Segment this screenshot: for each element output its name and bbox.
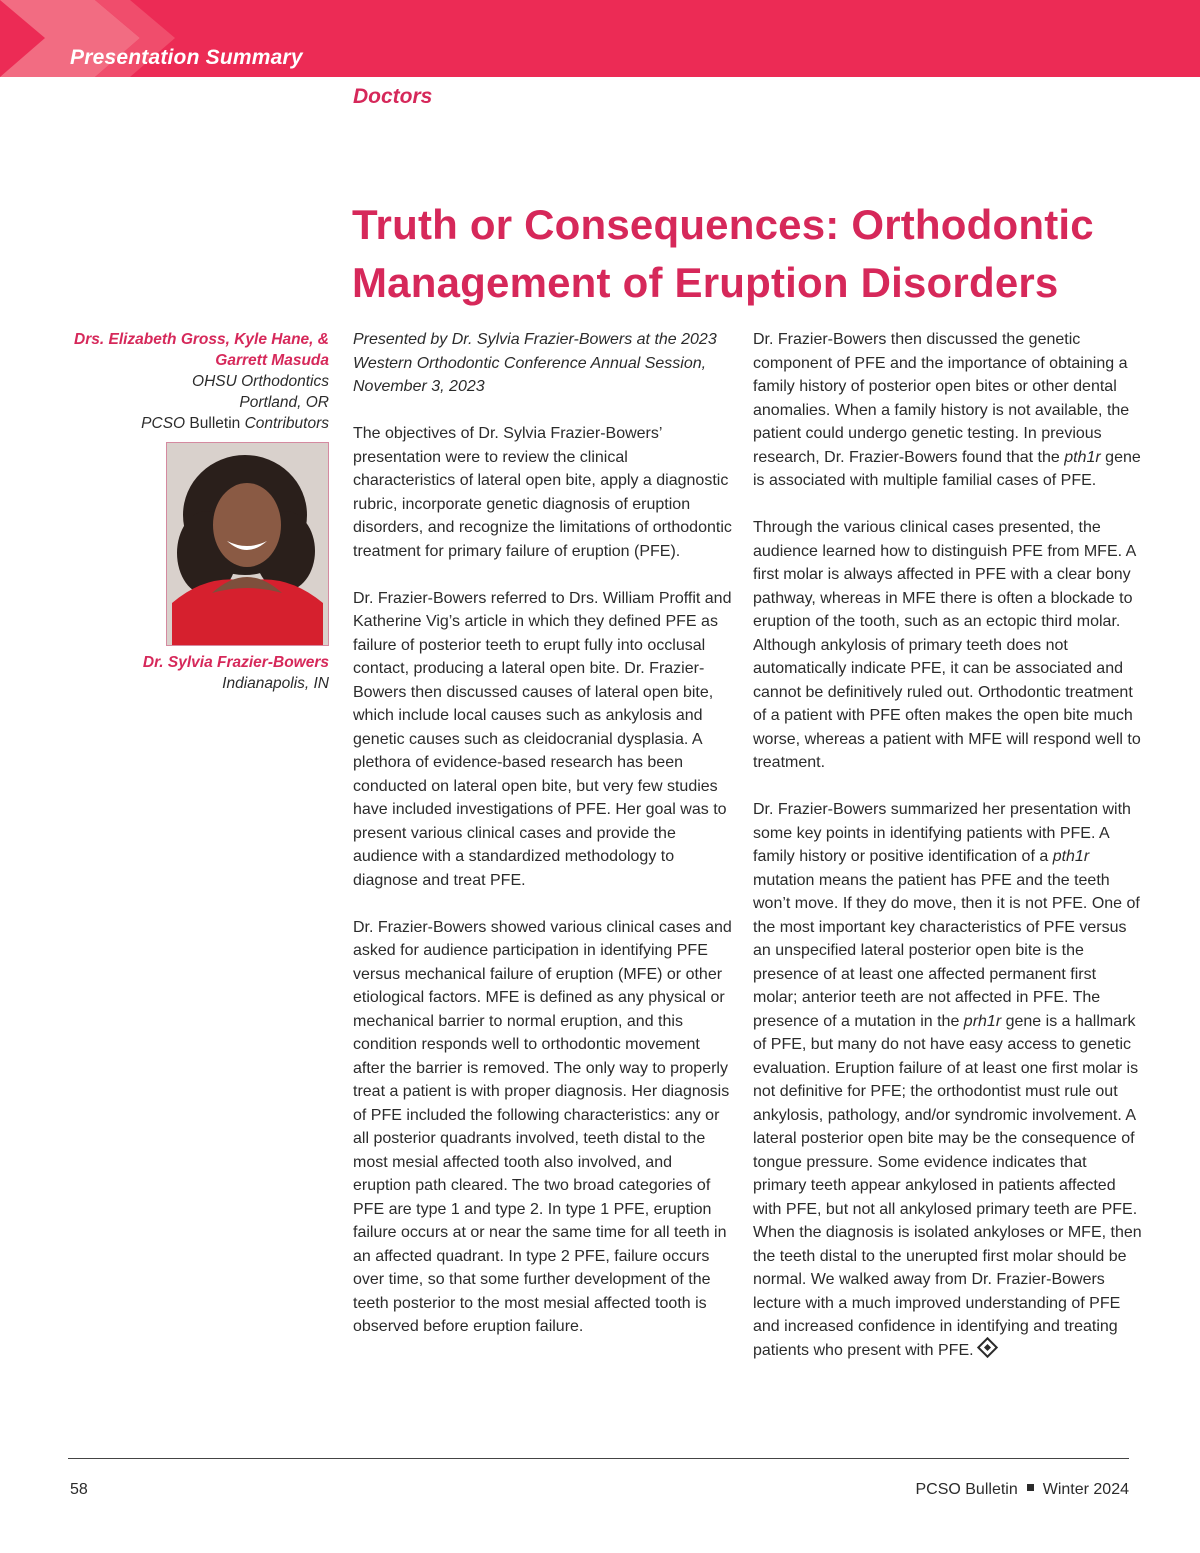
intro-paragraph: Presented by Dr. Sylvia Frazier-Bowers at the 2023 Western Orthodontic Conference Annual Session, November 3, 2023 <box>353 331 717 395</box>
gene-name: prh1r <box>963 1012 1002 1030</box>
presenter-portrait-image <box>167 443 328 645</box>
contrib-mid: Bulletin <box>185 415 245 432</box>
end-mark-icon <box>976 1336 997 1357</box>
contrib-suffix: Contributors <box>244 415 329 432</box>
header-band <box>0 0 1200 77</box>
footer-divider <box>68 1458 1129 1459</box>
text-span: mutation means the patient has PFE and the teeth won’t move. If they do move, then it is not PFE. One of the most important key characteristics of PFE versus an unspecified lateral posterior open bite is the presence of at least one affected permanent first molar; anterior teeth are not affected in PFE. The presence of a mutation in the <box>753 871 1140 1030</box>
contrib-prefix: PCSO <box>141 415 186 432</box>
author-affiliation: OHSU Orthodontics <box>192 373 329 390</box>
article-title: Truth or Consequences: Orthodontic Management of Eruption Disorders <box>352 201 1094 306</box>
author-location: Portland, OR <box>239 394 329 411</box>
authors-line-2: Garrett Masuda <box>215 352 329 369</box>
issue-label: Winter 2024 <box>1042 1481 1129 1498</box>
presenter-name: Dr. Sylvia Frazier-Bowers <box>142 654 329 671</box>
author-sidebar <box>60 329 329 434</box>
publication-name: PCSO Bulletin <box>915 1481 1018 1498</box>
publication-footer <box>915 1481 1129 1499</box>
presenter-caption <box>60 652 329 694</box>
presenter-location: Indianapolis, IN <box>222 675 329 692</box>
text-span: gene is associated with multiple familial cases of PFE. <box>753 448 1141 489</box>
body-column-2 <box>753 328 1143 1386</box>
page-number: 58 <box>70 1481 88 1498</box>
body-paragraph <box>753 798 1143 1362</box>
body-paragraph: Dr. Frazier-Bowers referred to Drs. William Proffit and Katherine Vig’s article in which they defined PFE as failure of posterior teeth to erupt fully into occlusal contact, producing a lateral open bite. Dr. Frazier-Bowers then discussed causes of lateral open bite, which include local causes such as ankylosis and genetic causes such as cleidocranial dysplasia. A plethora of evidence-based research has been conducted on lateral open bite, but very few studies have included investigations of PFE. Her goal was to present various clinical cases and provide the audience with a standardized methodology to diagnose and treat PFE. <box>353 589 732 889</box>
text-span: Dr. Frazier-Bowers then discussed the genetic component of PFE and the importance of obtaining a family history of posterior open bites or other dental anomalies. When a family history is not available, the patient could undergo genetic testing. In previous research, Dr. Frazier-Bowers found that the <box>753 331 1130 466</box>
gene-name: pth1r <box>1052 848 1090 865</box>
text-span: gene is a hallmark of PFE, but many do not have easy access to genetic evaluation. Eruption failure of at least one first molar is not definitive for PFE; the orthodontist must rule out ankylosis, pathology, and/or syndromic involvement. A lateral posterior open bite may be the consequence of tongue pressure. Some evidence indicates that primary teeth appear ankylosed in patients affected with PFE, but not all ankylosed primary teeth are PFE. When the diagnosis is isolated ankyloses or MFE, then the teeth distal to the unerupted first molar should be normal. We walked away from Dr. Frazier-Bowers lecture with a much improved understanding of PFE and increased confidence in identifying and treating patients who present with PFE. <box>753 1012 1142 1359</box>
square-bullet-icon <box>1027 1484 1034 1491</box>
gene-name: pth1r <box>1064 448 1101 466</box>
text-span: Dr. Frazier-Bowers summarized her presentation with some key points in identifying patients with PFE. A family history or positive identification of a <box>753 801 1131 865</box>
body-paragraph: Dr. Frazier-Bowers showed various clinical cases and asked for audience participation in identifying PFE versus mechanical failure of eruption (MFE) or other etiological factors. MFE is defined as any physical or mechanical barrier to normal eruption, and this condition responds well to orthodontic movement after the barrier is removed. The only way to properly treat a patient is with proper diagnosis. Her diagnosis of PFE included the following characteristics: any or all posterior quadrants involved, teeth distal to the most mesial affected tooth also involved, and eruption path cleared. The two broad categories of PFE are type 1 and type 2. In type 1 PFE, eruption failure occurs at or near the same time for all teeth in an affected quadrant. In type 2 PFE, failure occurs over time, so that some further development of the teeth posterior to the most mesial affected tooth is observed before eruption failure. <box>353 918 732 1335</box>
presenter-photo <box>166 442 329 646</box>
authors-line-1: Drs. Elizabeth Gross, Kyle Hane, & <box>74 331 329 348</box>
body-paragraph: The objectives of Dr. Sylvia Frazier-Bowers’ presentation were to review the clinical characteristics of lateral open bite, apply a diagnostic rubric, incorporate genetic diagnosis of eruption disorders, and recognize the limitations of orthodontic treatment for primary failure of eruption (PFE). <box>353 425 732 560</box>
body-paragraph <box>753 328 1143 493</box>
category-label: Doctors <box>353 85 433 108</box>
body-column-1 <box>353 328 733 1362</box>
contributors-line <box>60 413 329 434</box>
body-paragraph: Through the various clinical cases presented, the audience learned how to distinguish PFE from MFE. A first molar is always affected in PFE with a clear bony pathway, whereas in MFE there is often a blockade to eruption of the tooth, such as an ectopic third molar. Although ankylosis of primary teeth does not automatically indicate PFE, it can be associated and cannot be definitively ruled out. Orthodontic treatment of a patient with PFE often makes the open bite much worse, whereas a patient with MFE will respond well to treatment. <box>753 519 1141 771</box>
section-label: Presentation Summary <box>70 46 303 69</box>
